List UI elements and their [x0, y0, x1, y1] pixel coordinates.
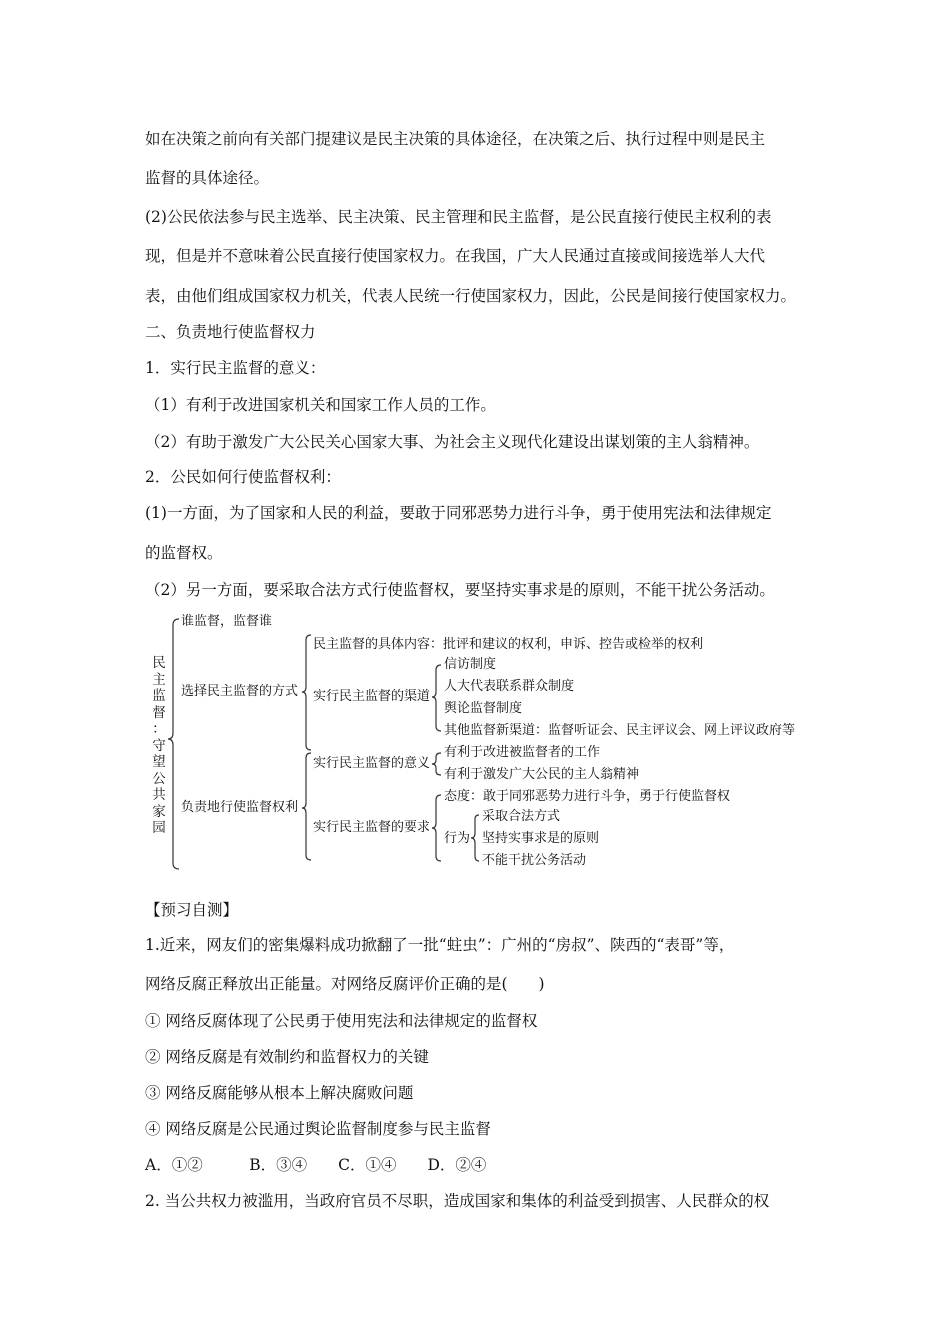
diagram-node: 实行民主监督的意义	[313, 756, 431, 771]
paragraph-line: (2)公民依法参与民主选举、民主决策、民主管理和民主监督，是公民直接行使民主权利的表	[145, 208, 772, 226]
diagram-node: 负责地行使监督权利	[181, 800, 299, 815]
option-line: ④ 网络反腐是公民通过舆论监督制度参与民主监督	[145, 1120, 491, 1138]
question-line: 2. 当公共权力被滥用，当政府官员不尽职，造成国家和集体的利益受到损害、人民群众的权	[145, 1192, 770, 1210]
diagram-leaf: 其他监督新渠道：监督听证会、民主评议会、网上评议政府等	[444, 723, 796, 738]
diagram-leaf: 态度：敢于同邪恶势力进行斗争，勇于行使监督权	[444, 789, 731, 804]
section-heading: 二、负责地行使监督权力	[145, 323, 316, 341]
option-line: ③ 网络反腐能够从根本上解决腐败问题	[145, 1084, 414, 1102]
paragraph-line: 如在决策之前向有关部门提建议是民主决策的具体途径，在决策之后、执行过程中则是民主	[145, 130, 766, 148]
paragraph-line: 的监督权。	[145, 544, 223, 562]
option-line: ① 网络反腐体现了公民勇于使用宪法和法律规定的监督权	[145, 1012, 538, 1030]
diagram-leaf: 坚持实事求是的原则	[482, 831, 600, 846]
paragraph-line: 1．实行民主监督的意义：	[145, 359, 326, 377]
diagram-leaf: 有利于改进被监督者的工作	[444, 745, 601, 760]
diagram-leaf: 有利于激发广大公民的主人翁精神	[444, 767, 640, 782]
paragraph-line: 表，由他们组成国家权力机关，代表人民统一行使国家权力，因此，公民是间接行使国家权力。	[145, 287, 797, 305]
paragraph-line: 监督的具体途径。	[145, 169, 270, 187]
diagram-leaf: 采取合法方式	[482, 809, 561, 824]
question-line: 1.近来，网友们的密集爆料成功掀翻了一批“蛀虫”：广州的“房叔”、陕西的“表哥”等，	[145, 936, 735, 954]
paragraph-line: 现，但是并不意味着公民直接行使国家权力。在我国，广大人民通过直接或间接选举人大代	[145, 247, 766, 265]
option-line: ② 网络反腐是有效制约和监督权力的关键	[145, 1048, 429, 1066]
paragraph-line: （2）有助于激发广大公民关心国家大事、为社会主义现代化建设出谋划策的主人翁精神。	[145, 433, 760, 451]
paragraph-line: 2．公民如何行使监督权利：	[145, 468, 341, 486]
paragraph-line: （2）另一方面，要采取合法方式行使监督权，要坚持实事求是的原则，不能干扰公务活动。	[145, 581, 775, 599]
question-line: 网络反腐正释放出正能量。对网络反腐评价正确的是( )	[145, 975, 545, 993]
concept-map	[145, 605, 825, 875]
diagram-root-title: 民 主 监 督 ： 守 望 公 共 家 园	[152, 655, 166, 836]
section-title: 【预习自测】	[145, 901, 239, 919]
diagram-node: 选择民主监督的方式	[181, 684, 299, 699]
diagram-node: 民主监督的具体内容：批评和建议的权利，申诉、控告或检举的权利	[313, 637, 704, 652]
diagram-node: 行为	[444, 831, 471, 846]
diagram-leaf: 信访制度	[444, 657, 497, 672]
diagram-node: 谁监督，监督谁	[181, 614, 273, 629]
paragraph-line: (1)一方面，为了国家和人民的利益，要敢于同邪恶势力进行斗争，勇于使用宪法和法律规定	[145, 504, 772, 522]
answer-choices: A．①② B．③④ C．①④ D．②④	[145, 1156, 487, 1174]
diagram-node: 实行民主监督的渠道	[313, 689, 431, 704]
diagram-leaf: 人大代表联系群众制度	[444, 679, 575, 694]
diagram-node: 实行民主监督的要求	[313, 820, 431, 835]
paragraph-line: （1）有利于改进国家机关和国家工作人员的工作。	[145, 396, 496, 414]
diagram-leaf: 舆论监督制度	[444, 701, 523, 716]
diagram-leaf: 不能干扰公务活动	[482, 853, 587, 868]
